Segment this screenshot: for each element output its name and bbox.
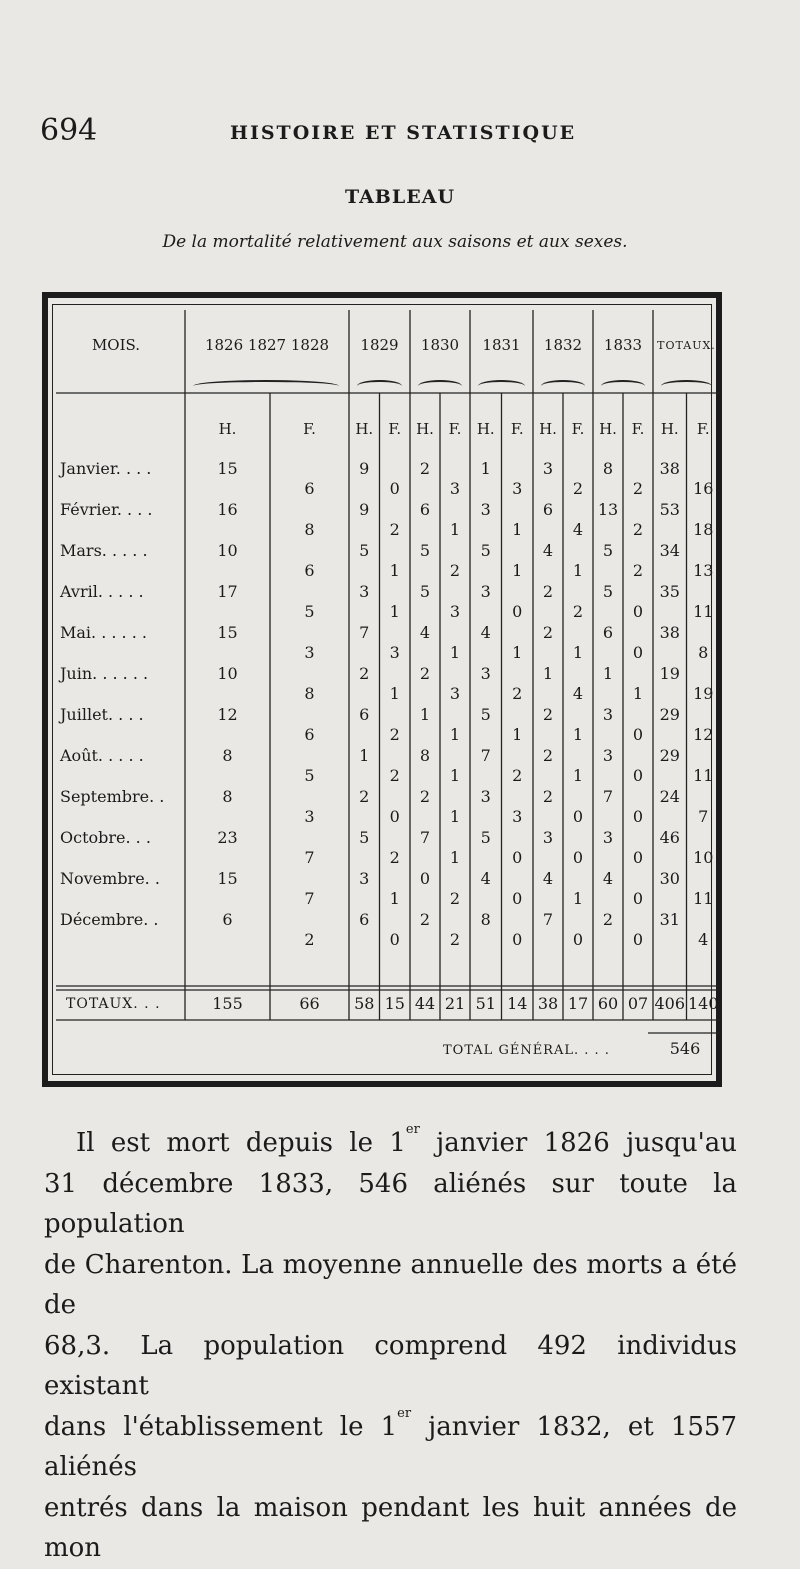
cell-value-f: 1 xyxy=(572,643,584,662)
sub-header-h: H. xyxy=(660,420,679,438)
cell-value-h: 12 xyxy=(217,705,238,724)
cell-value-f: 0 xyxy=(512,889,523,908)
cell-value-f: 1 xyxy=(512,643,523,662)
cell-value-f: 1 xyxy=(449,807,461,826)
cell-value-f: 2 xyxy=(449,930,461,949)
grand-total-label: TOTAL GÉNÉRAL. . . . xyxy=(443,1043,610,1058)
cell-value-h: 2 xyxy=(419,910,431,929)
body-line xyxy=(44,1245,737,1326)
body-line xyxy=(44,1407,737,1488)
cell-value-f: 1 xyxy=(449,766,461,785)
ordinal-superscript: er xyxy=(405,1122,420,1137)
cell-value-h: 17 xyxy=(217,582,238,601)
cell-value-f: 3 xyxy=(389,643,400,662)
body-line xyxy=(44,1123,737,1164)
header-year-1831: 1831 xyxy=(482,336,521,354)
cell-value-f: 10 xyxy=(693,848,714,867)
cell-value-f: 0 xyxy=(512,930,523,949)
cell-value-f: 11 xyxy=(693,602,714,621)
cell-value-h: 5 xyxy=(419,582,431,601)
cell-value-h: 3 xyxy=(480,500,491,519)
cell-value-f: 1 xyxy=(572,725,584,744)
cell-value-f: 1 xyxy=(449,725,461,744)
cell-value-f: 0 xyxy=(572,848,584,867)
cell-value-f: 1 xyxy=(389,602,400,621)
body-line xyxy=(44,1326,737,1407)
cell-value-h: 9 xyxy=(359,459,370,478)
totals-value: 155 xyxy=(212,994,243,1013)
header-year-1832: 1832 xyxy=(543,336,583,354)
cell-value-h: 2 xyxy=(419,664,431,683)
cell-value-f: 12 xyxy=(693,725,714,744)
cell-value-f: 7 xyxy=(304,889,315,908)
cell-value-h: 23 xyxy=(217,828,238,847)
cell-value-f: 4 xyxy=(572,684,584,703)
cell-value-f: 2 xyxy=(389,520,400,539)
cell-value-h: 4 xyxy=(480,869,491,888)
cell-value-h: 8 xyxy=(480,910,491,929)
body-line xyxy=(44,1488,737,1569)
cell-value-h: 38 xyxy=(659,459,680,478)
cell-value-h: 2 xyxy=(542,623,554,642)
year-brace xyxy=(541,380,585,392)
cell-value-h: 3 xyxy=(480,582,491,601)
cell-value-f: 1 xyxy=(449,848,461,867)
cell-value-h: 3 xyxy=(542,459,554,478)
cell-value-f: 0 xyxy=(389,930,400,949)
cell-value-h: 3 xyxy=(602,828,614,847)
cell-value-f: 2 xyxy=(449,889,461,908)
cell-value-h: 5 xyxy=(359,541,370,560)
cell-value-f: 3 xyxy=(304,643,315,662)
month-label: Novembre. . xyxy=(60,869,160,888)
cell-value-h: 3 xyxy=(359,582,370,601)
cell-value-f: 2 xyxy=(389,725,400,744)
cell-value-h: 1 xyxy=(602,664,614,683)
cell-value-h: 13 xyxy=(597,500,619,519)
cell-value-h: 7 xyxy=(419,828,431,847)
cell-value-h: 2 xyxy=(419,459,431,478)
cell-value-f: 11 xyxy=(693,889,714,908)
cell-value-f: 0 xyxy=(572,807,584,826)
cell-value-h: 0 xyxy=(419,869,431,888)
cell-value-h: 24 xyxy=(659,787,680,806)
cell-value-h: 3 xyxy=(602,705,614,724)
cell-value-f: 0 xyxy=(572,930,584,949)
mortality-table xyxy=(42,292,722,1087)
sub-header-f: F. xyxy=(303,420,316,438)
body-line xyxy=(44,1164,737,1245)
cell-value-h: 34 xyxy=(659,541,680,560)
totals-label: TOTAUX. . . xyxy=(66,996,161,1012)
cell-value-h: 2 xyxy=(542,705,554,724)
cell-value-h: 5 xyxy=(359,828,370,847)
cell-value-h: 9 xyxy=(359,500,370,519)
cell-value-h: 7 xyxy=(602,787,614,806)
sub-header-h: H. xyxy=(539,420,557,438)
cell-value-f: 0 xyxy=(632,766,644,785)
body-text-run: janvier 1832, et 1557 aliénés xyxy=(44,1411,737,1482)
cell-value-f: 1 xyxy=(572,889,584,908)
cell-value-f: 16 xyxy=(693,479,714,498)
cell-value-h: 15 xyxy=(217,869,238,888)
cell-value-f: 2 xyxy=(449,561,461,580)
month-label: Août. . . . . xyxy=(60,746,144,765)
totals-value: 406 xyxy=(654,994,686,1013)
cell-value-h: 38 xyxy=(659,623,680,642)
cell-value-h: 4 xyxy=(419,623,431,642)
cell-value-h: 5 xyxy=(602,541,614,560)
cell-value-f: 0 xyxy=(632,725,644,744)
table-subtitle: De la mortalité relativement aux saisons et aux sexes. xyxy=(162,232,628,252)
header-years-1826-1828: 1826 1827 1828 xyxy=(204,336,330,354)
body-text-run: de Charenton. La moyenne annuelle des morts a été de xyxy=(44,1249,737,1320)
cell-value-h: 6 xyxy=(359,705,370,724)
sub-header-h: H. xyxy=(355,420,374,438)
cell-value-f: 6 xyxy=(304,725,315,744)
totals-value: 51 xyxy=(475,994,496,1013)
cell-value-h: 6 xyxy=(359,910,370,929)
grand-total-value: 546 xyxy=(669,1039,701,1058)
body-text-run: 68,3. La population comprend 492 individus existant xyxy=(44,1330,737,1401)
ordinal-superscript: er xyxy=(397,1405,412,1421)
month-label: Juin. . . . . . xyxy=(60,664,149,683)
cell-value-f: 3 xyxy=(449,479,461,498)
cell-value-f: 2 xyxy=(512,684,523,703)
month-label: Décembre. . xyxy=(60,910,159,929)
cell-value-f: 0 xyxy=(632,848,644,867)
cell-value-h: 46 xyxy=(659,828,680,847)
month-label: Septembre. . xyxy=(60,787,165,806)
cell-value-f: 13 xyxy=(693,561,714,580)
body-text-run: dans l'établissement le 1 xyxy=(44,1411,398,1442)
cell-value-h: 15 xyxy=(217,459,238,478)
cell-value-h: 6 xyxy=(222,910,233,929)
cell-value-h: 8 xyxy=(222,787,233,806)
month-label: Février. . . . xyxy=(60,500,153,519)
cell-value-f: 0 xyxy=(632,643,644,662)
cell-value-f: 1 xyxy=(389,889,400,908)
cell-value-f: 3 xyxy=(304,807,315,826)
sub-header-f: F. xyxy=(388,420,402,438)
cell-value-f: 1 xyxy=(572,561,584,580)
body-text-run: entrés dans la maison pendant les huit années de mon xyxy=(44,1492,737,1563)
cell-value-h: 19 xyxy=(659,664,680,683)
cell-value-h: 4 xyxy=(542,541,554,560)
cell-value-f: 3 xyxy=(512,479,523,498)
cell-value-f: 0 xyxy=(389,479,400,498)
totals-value: 66 xyxy=(299,994,320,1013)
year-brace xyxy=(418,380,462,392)
cell-value-h: 7 xyxy=(359,623,370,642)
body-text-run: 31 décembre 1833, 546 aliénés sur toute la population xyxy=(44,1168,737,1239)
totals-value: 15 xyxy=(384,994,405,1013)
cell-value-f: 7 xyxy=(698,807,709,826)
cell-value-f: 1 xyxy=(512,725,523,744)
cell-value-f: 0 xyxy=(632,602,644,621)
cell-value-h: 3 xyxy=(602,746,614,765)
sub-header-h: H. xyxy=(416,420,434,438)
cell-value-f: 7 xyxy=(304,848,315,867)
cell-value-h: 53 xyxy=(659,500,680,519)
body-text-run: janvier 1826 jusqu'au xyxy=(419,1128,738,1158)
header-year-1830: 1830 xyxy=(420,336,460,354)
cell-value-h: 4 xyxy=(480,623,491,642)
cell-value-h: 6 xyxy=(602,623,614,642)
cell-value-f: 2 xyxy=(512,766,523,785)
cell-value-h: 4 xyxy=(602,869,614,888)
year-brace xyxy=(193,380,339,392)
totals-value: 14 xyxy=(507,994,528,1013)
sub-header-h: H. xyxy=(218,420,237,438)
sub-header-f: F. xyxy=(631,420,645,438)
cell-value-f: 2 xyxy=(572,602,584,621)
cell-value-f: 6 xyxy=(304,561,315,580)
cell-value-f: 0 xyxy=(512,602,523,621)
cell-value-h: 3 xyxy=(480,787,491,806)
cell-value-h: 3 xyxy=(542,828,554,847)
cell-value-f: 0 xyxy=(632,889,644,908)
cell-value-h: 2 xyxy=(542,746,554,765)
cell-value-h: 10 xyxy=(217,664,238,683)
header-totaux: TOTAUX. xyxy=(657,339,716,352)
cell-value-f: 1 xyxy=(632,684,644,703)
cell-value-f: 8 xyxy=(304,684,315,703)
cell-value-h: 29 xyxy=(659,705,680,724)
cell-value-h: 3 xyxy=(480,664,491,683)
cell-value-f: 2 xyxy=(304,930,315,949)
cell-value-f: 1 xyxy=(572,766,584,785)
cell-value-f: 1 xyxy=(449,643,461,662)
totals-value: 140 xyxy=(687,994,719,1013)
cell-value-f: 2 xyxy=(632,520,644,539)
cell-value-f: 3 xyxy=(512,807,523,826)
header-year-1829: 1829 xyxy=(360,336,399,354)
page-number: 694 xyxy=(40,113,98,148)
cell-value-h: 8 xyxy=(602,459,614,478)
month-label: Janvier. . . . xyxy=(60,459,152,478)
sub-header-f: F. xyxy=(448,420,462,438)
cell-value-f: 1 xyxy=(389,561,400,580)
cell-value-f: 0 xyxy=(632,930,644,949)
cell-value-h: 5 xyxy=(480,828,491,847)
cell-value-f: 2 xyxy=(572,479,584,498)
sub-header-f: F. xyxy=(571,420,585,438)
cell-value-h: 1 xyxy=(542,664,554,683)
cell-value-h: 4 xyxy=(542,869,554,888)
totals-value: 60 xyxy=(597,994,619,1013)
cell-value-f: 1 xyxy=(512,520,523,539)
cell-value-h: 31 xyxy=(659,910,680,929)
year-brace xyxy=(357,380,402,392)
cell-value-f: 4 xyxy=(572,520,584,539)
cell-value-f: 1 xyxy=(389,684,400,703)
cell-value-f: 0 xyxy=(389,807,400,826)
totals-value: 58 xyxy=(354,994,375,1013)
sub-header-h: H. xyxy=(599,420,617,438)
cell-value-f: 11 xyxy=(693,766,714,785)
cell-value-f: 19 xyxy=(693,684,714,703)
cell-value-h: 1 xyxy=(419,705,431,724)
cell-value-f: 6 xyxy=(304,479,315,498)
totals-value: 44 xyxy=(414,994,436,1013)
cell-value-f: 2 xyxy=(632,561,644,580)
cell-value-h: 2 xyxy=(359,787,370,806)
cell-value-h: 6 xyxy=(542,500,554,519)
cell-value-f: 3 xyxy=(449,602,461,621)
cell-value-h: 2 xyxy=(419,787,431,806)
cell-value-h: 2 xyxy=(359,664,370,683)
cell-value-h: 35 xyxy=(659,582,680,601)
totals-value: 21 xyxy=(444,994,466,1013)
cell-value-f: 1 xyxy=(512,561,523,580)
table-title: TABLEAU xyxy=(344,186,456,208)
cell-value-f: 1 xyxy=(449,520,461,539)
cell-value-h: 6 xyxy=(419,500,431,519)
cell-value-h: 5 xyxy=(480,541,491,560)
month-label: Mars. . . . . xyxy=(60,541,148,560)
body-paragraph xyxy=(44,1123,737,1569)
month-label: Avril. . . . . xyxy=(60,582,144,601)
cell-value-f: 3 xyxy=(449,684,461,703)
cell-value-h: 5 xyxy=(419,541,431,560)
cell-value-h: 2 xyxy=(542,582,554,601)
year-brace xyxy=(601,380,645,392)
cell-value-h: 7 xyxy=(480,746,491,765)
body-text-run: Il est mort depuis le 1 xyxy=(76,1128,406,1158)
cell-value-h: 29 xyxy=(659,746,680,765)
header-year-1833: 1833 xyxy=(603,336,643,354)
cell-value-f: 0 xyxy=(632,807,644,826)
year-brace xyxy=(661,380,712,392)
cell-value-f: 2 xyxy=(632,479,644,498)
cell-value-h: 30 xyxy=(659,869,680,888)
totals-value: 38 xyxy=(537,994,559,1013)
cell-value-h: 5 xyxy=(480,705,491,724)
cell-value-h: 15 xyxy=(217,623,238,642)
cell-value-f: 2 xyxy=(389,766,400,785)
cell-value-h: 1 xyxy=(359,746,370,765)
running-head: HISTOIRE ET STATISTIQUE xyxy=(230,122,577,144)
cell-value-f: 0 xyxy=(512,848,523,867)
cell-value-f: 8 xyxy=(304,520,315,539)
year-brace xyxy=(478,380,525,392)
month-label: Octobre. . . xyxy=(60,828,151,847)
totals-value: 07 xyxy=(627,994,649,1013)
cell-value-f: 5 xyxy=(304,766,315,785)
cell-value-h: 16 xyxy=(217,500,238,519)
cell-value-h: 8 xyxy=(419,746,431,765)
cell-value-f: 5 xyxy=(304,602,315,621)
cell-value-h: 2 xyxy=(602,910,614,929)
month-label: Mai. . . . . . xyxy=(60,623,147,642)
sub-header-f: F. xyxy=(696,420,710,438)
cell-value-h: 2 xyxy=(542,787,554,806)
cell-value-f: 18 xyxy=(693,520,714,539)
cell-value-h: 3 xyxy=(359,869,370,888)
cell-value-h: 8 xyxy=(222,746,233,765)
cell-value-h: 1 xyxy=(480,459,491,478)
cell-value-f: 8 xyxy=(698,643,709,662)
header-mois: MOIS. xyxy=(91,336,141,354)
totals-value: 17 xyxy=(567,994,589,1013)
cell-value-h: 5 xyxy=(602,582,614,601)
cell-value-h: 7 xyxy=(542,910,554,929)
sub-header-f: F. xyxy=(510,420,524,438)
sub-header-h: H. xyxy=(476,420,495,438)
cell-value-h: 10 xyxy=(217,541,238,560)
month-label: Juillet. . . . xyxy=(60,705,144,724)
cell-value-f: 4 xyxy=(698,930,709,949)
cell-value-f: 2 xyxy=(389,848,400,867)
